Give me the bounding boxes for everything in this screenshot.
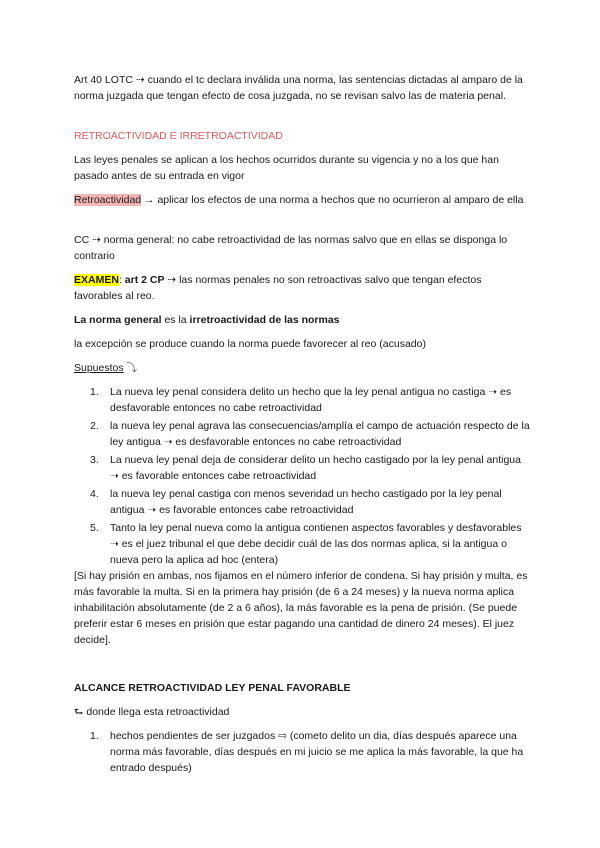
paragraph-donde-llega: ⮑ donde llega esta retroactividad: [74, 706, 230, 718]
curved-arrow-icon: ⤵: [123, 362, 138, 374]
highlighted-term: Retroactividad: [74, 194, 142, 206]
examen-text: ⇢ las normas penales no son retroactivas salvo que tengan efectos favorables al reo.: [74, 274, 482, 302]
list-item: 3. La nueva ley penal deja de considerar delito un hecho castigado por la ley penal antigua ➝ es favorable entonces cabe retroactividad: [90, 454, 521, 482]
paragraph-prision-multa: [Si hay prisión en ambas, nos fijamos en el número inferior de condena. Si hay prisión y multa, es más favorable la multa. Si en la primera hay prisión (de 6 a 24 meses) y la nueva norma aplica inhabilitación absolutamente (de 2 a 6 años), la más favorable es la pena de prisión. (Se puede preferir estar 6 meses en prisión que estar pagando una cantidad de dinero 24 meses). El juez decide].: [74, 570, 528, 646]
examen-highlight: EXAMEN: [74, 274, 119, 286]
list-item: 4. la nueva ley penal castiga con menos severidad un hecho castigado por la ley penal antigua ➝ es favorable entonces cabe retroactividad: [90, 488, 502, 516]
list-item: 1. hechos pendientes de ser juzgados ⇨ (cometo delito un dia, días después aparece una norma más favorable, días después en mi juicio se me aplica la más favorable, la que ha entrado después): [90, 730, 524, 774]
section-heading-retroactividad: RETROACTIVIDAD E IRRETROACTIVIDAD: [74, 130, 283, 142]
paragraph-excepcion: la excepción se produce cuando la norma puede favorecer al reo (acusado): [74, 338, 426, 350]
supuestos-label: [74, 360, 528, 376]
alcance-list: [74, 728, 530, 778]
paragraph-norma-general: [74, 312, 528, 328]
article-reference: art 2 CP: [124, 274, 165, 286]
list-item: 5. Tanto la ley penal nueva como la antigua contienen aspectos favorables y desfavorables ➝ es el juez tribunal el que debe decidir cuál de las dos normas aplica, si la antigua o nueva pero la aplica ad hoc (entera): [90, 522, 522, 566]
bold-text-irretroactividad: irretroactividad de las normas: [189, 314, 340, 326]
supuestos-heading: Supuestos: [74, 362, 124, 374]
list-item: 1. La nueva ley penal considera delito un hecho que la ley penal antigua no castiga ➝ es desfavorable entonces no cabe retroactividad: [90, 386, 512, 414]
supuestos-list: [74, 384, 530, 570]
paragraph-cc-norma-general: CC ⇢ norma general: no cabe retroactividad de las normas salvo que en ellas se disponga lo contrario: [74, 234, 508, 262]
plain-text: es la: [161, 314, 190, 326]
paragraph-retroactividad-definition: [74, 192, 528, 208]
paragraph-examen-art2cp: [74, 272, 528, 304]
list-item: 2. la nueva ley penal agrava las consecuencias/amplía el campo de actuación respecto de la ley antigua ➝ es desfavorable entonces no cabe retroactividad: [90, 420, 530, 448]
section-heading-alcance: ALCANCE RETROACTIVIDAD LEY PENAL FAVORABLE: [74, 682, 351, 694]
paragraph-art40-lotc: Art 40 LOTC ⇢ cuando el tc declara inválida una norma, las sentencias dictadas al amparo de la norma juzgada que tengan efecto de cosa juzgada, no se revisan salvo las de materia penal.: [74, 74, 523, 102]
examen-colon: :: [118, 274, 125, 286]
paragraph-leyes-penales: Las leyes penales se aplican a los hechos ocurridos durante su vigencia y no a los que han pasado antes de su entrada en vigor: [74, 154, 499, 182]
bold-text-norma: La norma general: [74, 314, 162, 326]
definition-text: → aplicar los efectos de una norma a hechos que no ocurrieron al amparo de ella: [141, 194, 524, 206]
